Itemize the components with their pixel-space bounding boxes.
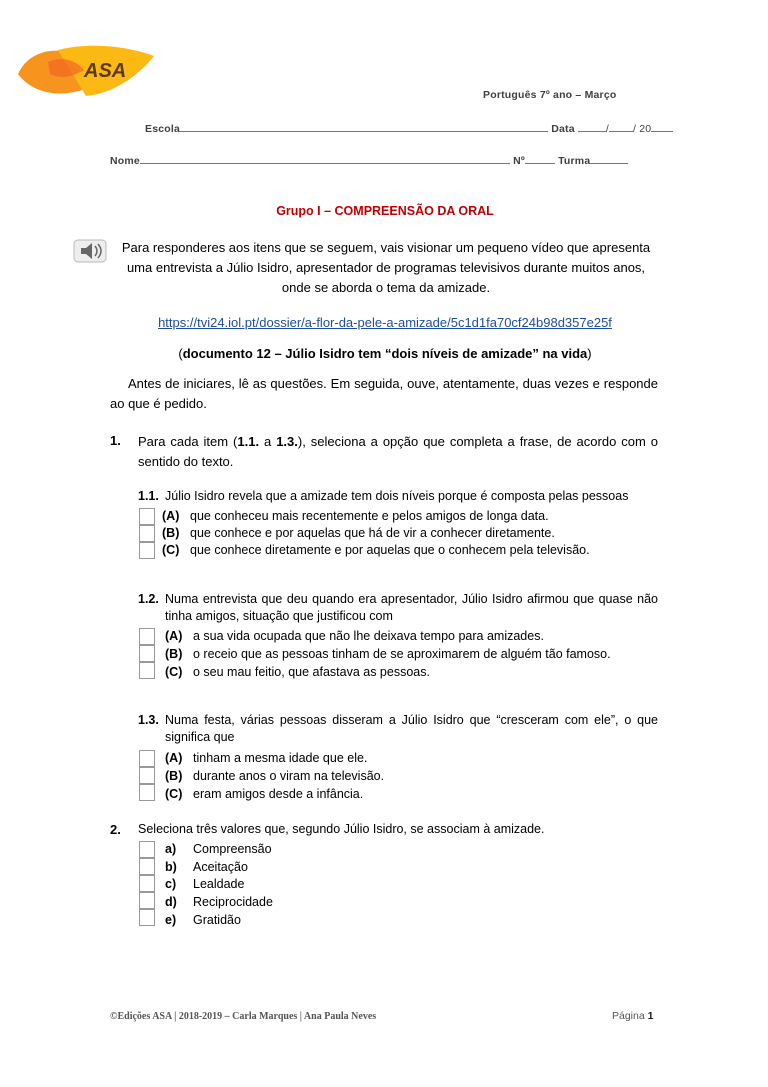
year-field[interactable] (651, 121, 673, 132)
q2-text: Seleciona três valores que, segundo Júlio Isidro, se associam à amizade. (138, 822, 545, 836)
option: (C) que conhece diretamente e por aquelas que o conhecem pela televisão. (162, 543, 590, 557)
option: (A) que conheceu mais recentemente e pelos amigos de longa data. (162, 509, 549, 523)
checkbox[interactable] (139, 875, 155, 892)
checkbox[interactable] (139, 858, 155, 875)
option: c) Lealdade (165, 877, 245, 891)
day-field[interactable] (578, 121, 606, 132)
checkbox[interactable] (139, 767, 155, 784)
section-title: Grupo I – COMPREENSÃO DA ORAL (276, 204, 494, 218)
checkbox[interactable] (139, 784, 155, 801)
checkbox[interactable] (139, 628, 155, 645)
speaker-icon (72, 236, 112, 266)
item-1-3-stem: Numa festa, várias pessoas disseram a Júlio Isidro que “cresceram com ele”, o que significa que (165, 713, 658, 744)
video-link[interactable]: https://tvi24.iol.pt/dossier/a-flor-da-pele-a-amizade/5c1d1fa70cf24b98d357e25f (158, 315, 612, 330)
checkbox[interactable] (139, 525, 155, 542)
url-container (110, 314, 660, 332)
checkbox[interactable] (139, 645, 155, 662)
q2-number: 2. (110, 822, 121, 837)
checkbox[interactable] (139, 892, 155, 909)
option: (C) eram amigos desde a infância. (165, 787, 364, 801)
option: (B) durante anos o viram na televisão. (165, 769, 385, 783)
checkbox[interactable] (139, 841, 155, 858)
item-1-1-stem: Júlio Isidro revela que a amizade tem dois níveis porque é composta pelas pessoas (165, 489, 629, 503)
logo-text: ASA (84, 60, 127, 82)
option: (A) a sua vida ocupada que não lhe deixava tempo para amizades. (165, 629, 544, 643)
checkbox[interactable] (139, 750, 155, 767)
page-number: Página 1 (612, 1010, 654, 1022)
numero-label: Nº (513, 155, 525, 167)
escola-line: Escola Data / / 20 (145, 121, 673, 135)
course-label: Português 7º ano – Março (483, 89, 617, 101)
item-1-1-number: 1.1. (138, 489, 159, 503)
document-reference: (documento 12 – Júlio Isidro tem “dois níveis de amizade” na vida) (178, 346, 592, 361)
footer-credits: ©Edições ASA | 2018-2019 – Carla Marques | Ana Paula Neves (110, 1011, 377, 1022)
turma-field[interactable] (590, 153, 628, 164)
intro-paragraph: Para responderes aos itens que se seguem, vais visionar um pequeno vídeo que apresenta uma entrevista a Júlio Isidro, apresentador de programas televisivos durante muitos anos, onde se aborda o tema da amizade. (121, 240, 651, 295)
numero-field[interactable] (525, 153, 555, 164)
instructions-paragraph: Antes de iniciares, lê as questões. Em seguida, ouve, atentamente, duas vezes e responde ao que é pedido. (110, 376, 658, 411)
escola-label: Escola (145, 123, 181, 135)
option: (C) o seu mau feitio, que afastava as pessoas. (165, 665, 430, 679)
month-field[interactable] (609, 121, 633, 132)
nome-label: Nome (110, 155, 140, 167)
option: e) Gratidão (165, 913, 241, 927)
item-1-3-number: 1.3. (138, 713, 159, 727)
turma-label: Turma (558, 155, 591, 167)
option: (B) o receio que as pessoas tinham de se aproximarem de alguém tão famoso. (165, 647, 611, 661)
q1-text: Para cada item (1.1. a 1.3.), seleciona a opção que completa a frase, de acordo com o sentido do texto. (138, 434, 658, 469)
option: b) Aceitação (165, 860, 248, 874)
checkbox[interactable] (139, 508, 155, 525)
option: a) Compreensão (165, 842, 272, 856)
checkbox[interactable] (139, 542, 155, 559)
option: d) Reciprocidade (165, 895, 273, 909)
option: (A) tinham a mesma idade que ele. (165, 751, 368, 765)
option: (B) que conhece e por aquelas que há de vir a conhecer diretamente. (162, 526, 555, 540)
escola-field[interactable] (180, 121, 548, 132)
nome-field[interactable] (140, 153, 510, 164)
asa-logo (18, 44, 158, 100)
checkbox[interactable] (139, 662, 155, 679)
item-1-2-number: 1.2. (138, 592, 159, 606)
q1-number: 1. (110, 433, 121, 448)
nome-line (110, 153, 628, 167)
data-label: Data (551, 123, 575, 135)
checkbox[interactable] (139, 909, 155, 926)
item-1-2-stem: Numa entrevista que deu quando era apresentador, Júlio Isidro afirmou que quase não tinha amigos, situação que justificou com (165, 592, 658, 623)
